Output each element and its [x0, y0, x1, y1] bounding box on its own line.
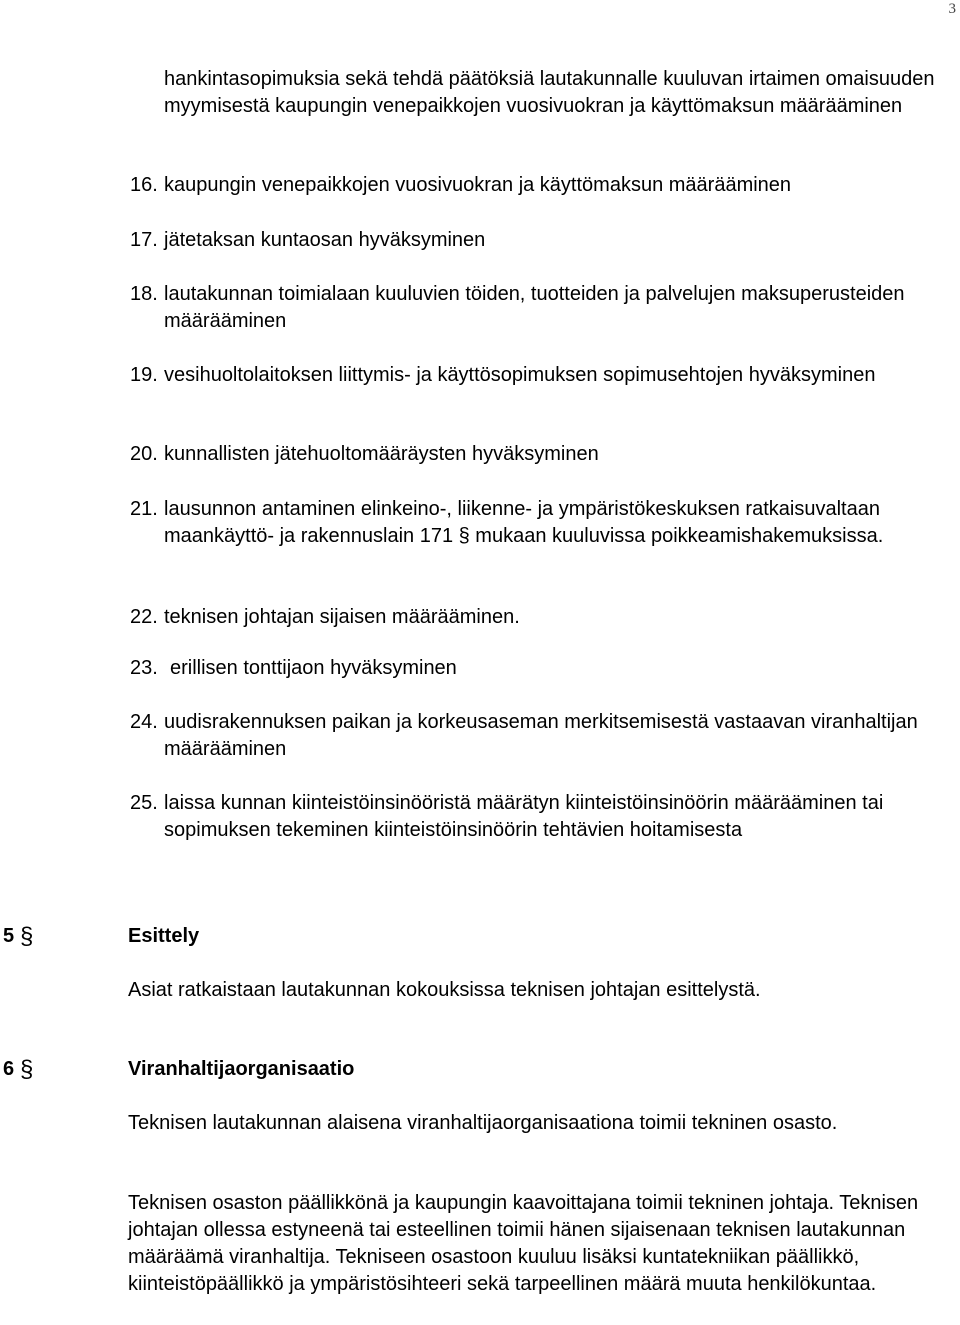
list-item [130, 604, 940, 631]
item-number: 20. [130, 443, 158, 465]
list-item [130, 709, 940, 763]
section-paragraph: Asiat ratkaistaan lautakunnan kokouksissa teknisen johtajan esittelystä. [128, 979, 761, 1001]
section-heading [0, 923, 940, 950]
item-number: 25. [130, 792, 158, 814]
list-item [130, 172, 940, 199]
item-text: kaupungin venepaikkojen vuosivuokran ja käyttömaksun määrääminen [164, 174, 792, 196]
section-number: 6 [3, 1058, 15, 1080]
page-number: 3 [948, 1, 956, 17]
section-paragraph: Teknisen lautakunnan alaisena viranhaltijaorganisaationa toimii tekninen osasto. [128, 1112, 838, 1134]
section-title: Viranhaltijaorganisaatio [128, 1058, 355, 1080]
item-number: 21. [130, 498, 158, 520]
list-item [130, 362, 940, 389]
list-item [130, 496, 940, 550]
item-number: 18. [130, 283, 158, 305]
item-text: kunnallisten jätehuoltomääräysten hyväksyminen [164, 443, 599, 465]
item-text: jätetaksan kuntaosan hyväksyminen [164, 229, 486, 251]
section-heading [0, 1056, 940, 1083]
list-item [130, 655, 940, 682]
section-paragraph: Teknisen osaston päällikkönä ja kaupungin kaavoittajana toimii tekninen johtaja. Teknisen johtajan ollessa estyneenä tai esteellinen toimii hänen sijaisenaan teknisen lautakunnan määräämä viranhaltija. Tekniseen osastoon kuuluu lisäksi kuntatekniikan päällikkö, kiinteistöpäällikkö ja ympäristösihteeri sekä tarpeellinen määrä muuta henkilökuntaa. [128, 1192, 919, 1295]
section-sign: § [20, 923, 34, 950]
item-number: 16. [130, 174, 158, 196]
item-number: 23. [130, 657, 158, 679]
item-text: erillisen tonttijaon hyväksyminen [170, 657, 457, 679]
section-sign: § [20, 1056, 34, 1083]
continued-item-text: hankintasopimuksia sekä tehdä päätöksiä lautakunnalle kuuluvan irtaimen omaisuuden myymisestä kaupungin venepaikkojen vuosivuokran ja käyttömaksun määrääminen [164, 68, 935, 117]
item-text: lautakunnan toimialaan kuuluvien töiden, tuotteiden ja palvelujen maksuperusteiden määrääminen [164, 283, 905, 332]
item-number: 24. [130, 711, 158, 733]
item-text: laissa kunnan kiinteistöinsinööristä määrätyn kiinteistöinsinöörin määrääminen tai sopimuksen tekeminen kiinteistöinsinöörin tehtävien hoitamisesta [164, 792, 884, 841]
section-number: 5 [3, 925, 15, 947]
list-item [130, 441, 940, 468]
item-text: vesihuoltolaitoksen liittymis- ja käyttösopimuksen sopimusehtojen hyväksyminen [164, 364, 876, 386]
section-title: Esittely [128, 925, 200, 947]
item-number: 22. [130, 606, 158, 628]
list-item [130, 281, 940, 335]
item-text: teknisen johtajan sijaisen määrääminen. [164, 606, 520, 628]
list-item [130, 227, 940, 254]
item-number: 19. [130, 364, 158, 386]
item-text: uudisrakennuksen paikan ja korkeusaseman merkitsemisestä vastaavan viranhaltijan määrääminen [164, 711, 918, 760]
list-item [130, 790, 940, 844]
item-number: 17. [130, 229, 158, 251]
item-text: lausunnon antaminen elinkeino-, liikenne- ja ympäristökeskuksen ratkaisuvaltaan maankäyttö- ja rakennuslain 171 § mukaan kuuluvissa poikkeamishakemuksissa. [164, 498, 884, 547]
